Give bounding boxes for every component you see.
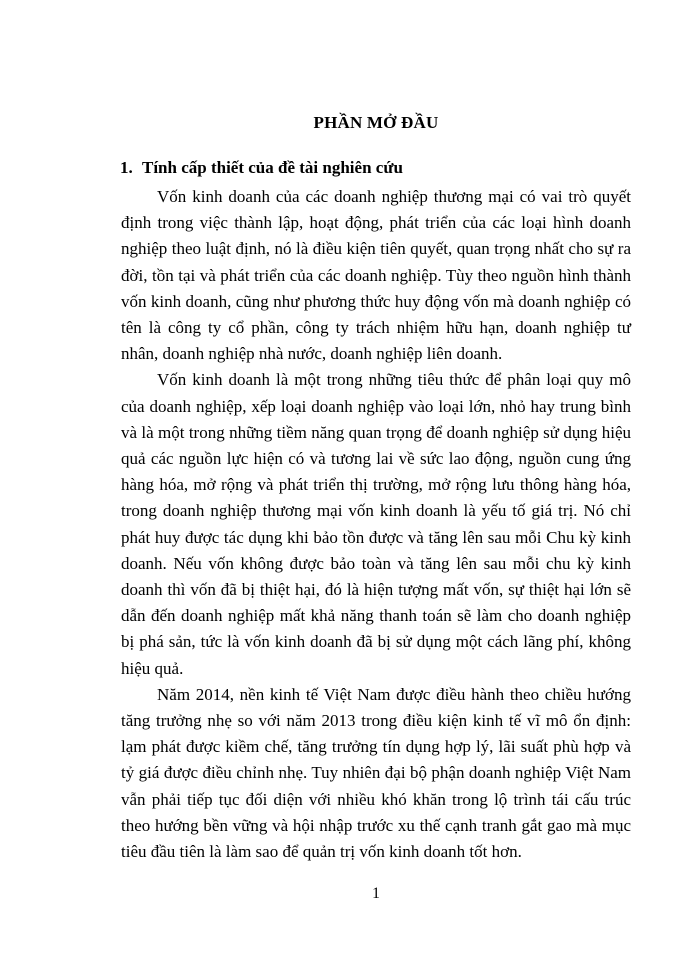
body-text: [121, 184, 631, 865]
section-heading-text: Tính cấp thiết của đề tài nghiên cứu: [142, 158, 403, 177]
section-number: 1.: [120, 158, 133, 177]
paragraph: Năm 2014, nền kinh tế Việt Nam được điều hành theo chiều hướng tăng trưởng nhẹ so với năm 2013 trong điều kiện kinh tế vĩ mô ổn định: lạm phát được kiềm chế, tăng trưởng tín dụng hợp lý, lãi suất phù hợp và tỷ giá được điều chỉnh nhẹ. Tuy nhiên đại bộ phận doanh nghiệp Việt Nam vẫn phải tiếp tục đối diện với nhiều khó khăn trong lộ trình tái cấu trúc theo hướng bền vững và hội nhập trước xu thế cạnh tranh gắt gao mà mục tiêu đầu tiên là làm sao để quản trị vốn kinh doanh tốt hơn.: [121, 684, 631, 862]
paragraph: Vốn kinh doanh của các doanh nghiệp thương mại có vai trò quyết định trong việc thành lập, hoạt động, phát triển của các loại hình doanh nghiệp theo luật định, nó là điều kiện tiên quyết, quan trọng nhất cho sự ra đời, tồn tại và phát triển của các doanh nghiệp. Tùy theo nguồn hình thành vốn kinh doanh, cũng như phương thức huy động vốn mà doanh nghiệp có tên là công ty cổ phần, công ty trách nhiệm hữu hạn, doanh nghiệp tư nhân, doanh nghiệp nhà nước, doanh nghiệp liên doanh.: [121, 187, 631, 364]
section-heading: [120, 158, 403, 178]
page-number: 1: [372, 885, 380, 902]
paragraph: Vốn kinh doanh là một trong những tiêu thức để phân loại quy mô của doanh nghiệp, xếp loại doanh nghiệp vào loại lớn, nhỏ hay trung bình và là một trong những tiềm năng quan trọng để doanh nghiệp sử dụng hiệu quả các nguồn lực hiện có và tương lai về sức lao động, nguồn cung ứng hàng hóa, mở rộng và phát triển thị trường, mở rộng lưu thông hàng hóa, trong doanh nghiệp thương mại vốn kinh doanh là yếu tố giá trị. Nó chỉ phát huy được tác dụng khi bảo tồn được và tăng lên sau mỗi Chu kỳ kinh doanh. Nếu vốn không được bảo toàn và tăng lên sau mỗi chu kỳ kinh doanh thì vốn đã bị thiệt hại, đó là hiện tượng mất vốn, sự thiệt hại lớn sẽ dẫn đến doanh nghiệp mất khả năng thanh toán sẽ làm cho doanh nghiệp bị phá sản, tức là vốn kinh doanh đã bị sử dụng một cách lãng phí, không hiệu quả.: [121, 370, 631, 678]
page-title: PHẦN MỞ ĐẦU: [313, 113, 439, 132]
